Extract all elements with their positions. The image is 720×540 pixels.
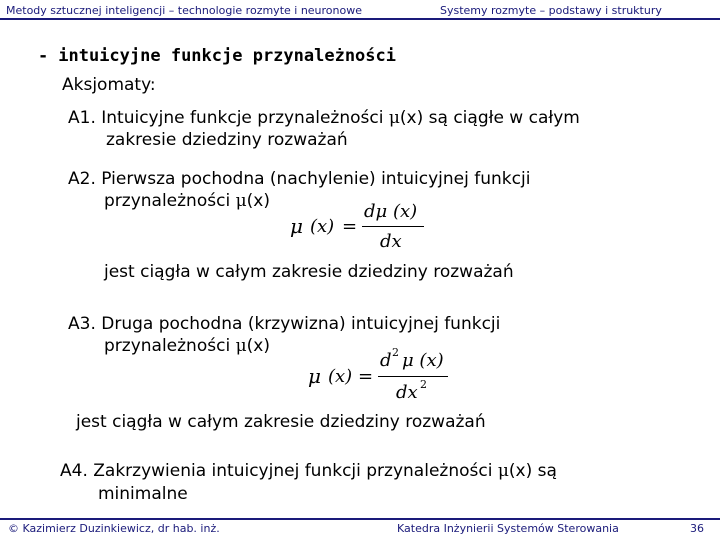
formula-lhs-mu: μ [308, 364, 321, 388]
axiom-a1-text: A1. Intuicyjne funkcje przynależności [68, 108, 389, 128]
formula-numerator-d: d [380, 350, 392, 371]
axiom-a2-text: przynależności [104, 191, 236, 211]
axiom-a2-arg: (x) [246, 191, 270, 211]
formula-numerator-mu: μ (x) [402, 350, 444, 371]
axiom-a2-line1: A2. Pierwsza pochodna (nachylenie) intuicyjnej funkcji [68, 169, 531, 189]
axiom-a3-text: przynależności [104, 336, 236, 356]
section-bullet: - [38, 46, 49, 66]
formula-lhs-mu: μ [290, 214, 303, 238]
footer-divider [0, 518, 720, 520]
mu-symbol: μ [235, 336, 247, 356]
fraction-bar [362, 226, 424, 227]
fraction-bar [378, 376, 448, 377]
axiom-a4-text-end: (x) są [508, 461, 557, 481]
formula-numerator: dμ (x) [364, 201, 418, 222]
mu-symbol: μ [388, 108, 400, 128]
formula-equals: = [358, 366, 374, 387]
formula-second-derivative [308, 344, 458, 408]
axiom-a3-arg: (x) [246, 336, 270, 356]
axiom-a3-line3: jest ciągła w całym zakresie dziedziny rozważań [76, 412, 486, 432]
formula-denominator: dx [396, 382, 418, 403]
footer-author: © Kazimierz Duzinkiewicz, dr hab. inż. [8, 522, 220, 535]
formula-numerator-exponent: 2 [392, 346, 399, 359]
axiom-a4-line2: minimalne [98, 484, 188, 504]
section-title: intuicyjne funkcje przynależności [58, 46, 397, 66]
formula-denominator-exponent: 2 [420, 378, 427, 391]
mu-symbol: μ [497, 461, 509, 481]
axiom-a1-text-end: (x) są ciągłe w całym [399, 108, 580, 128]
formula-equals: = [342, 216, 358, 237]
formula-denominator: dx [380, 231, 402, 252]
axiom-a3-line1: A3. Druga pochodna (krzywizna) intuicyjnej funkcji [68, 314, 501, 334]
axiom-a3-line2 [104, 335, 270, 357]
axiom-a1-line2: zakresie dziedziny rozważań [106, 130, 348, 150]
header-divider [0, 18, 720, 20]
section-heading [38, 46, 396, 66]
page-number: 36 [690, 522, 704, 535]
axiom-a2-line3: jest ciągła w całym zakresie dziedziny rozważań [104, 262, 514, 282]
axioms-label: Aksjomaty: [62, 75, 156, 95]
header-topic-title: Systemy rozmyte – podstawy i struktury [440, 4, 662, 17]
footer-department: Katedra Inżynierii Systemów Sterowania [397, 522, 619, 535]
formula-lhs-arg: (x) [328, 366, 353, 387]
axiom-a1-line1 [68, 107, 580, 129]
axiom-a4-text: A4. Zakrzywienia intuicyjnej funkcji przynależności [60, 461, 498, 481]
formula-lhs-arg: (x) [310, 216, 335, 237]
axiom-a4-line1 [60, 460, 557, 482]
formula-first-derivative [290, 196, 430, 256]
header-course-title: Metody sztucznej inteligencji – technologie rozmyte i neuronowe [6, 4, 363, 17]
mu-symbol: μ [235, 191, 247, 211]
axiom-a2-line2 [104, 190, 270, 212]
